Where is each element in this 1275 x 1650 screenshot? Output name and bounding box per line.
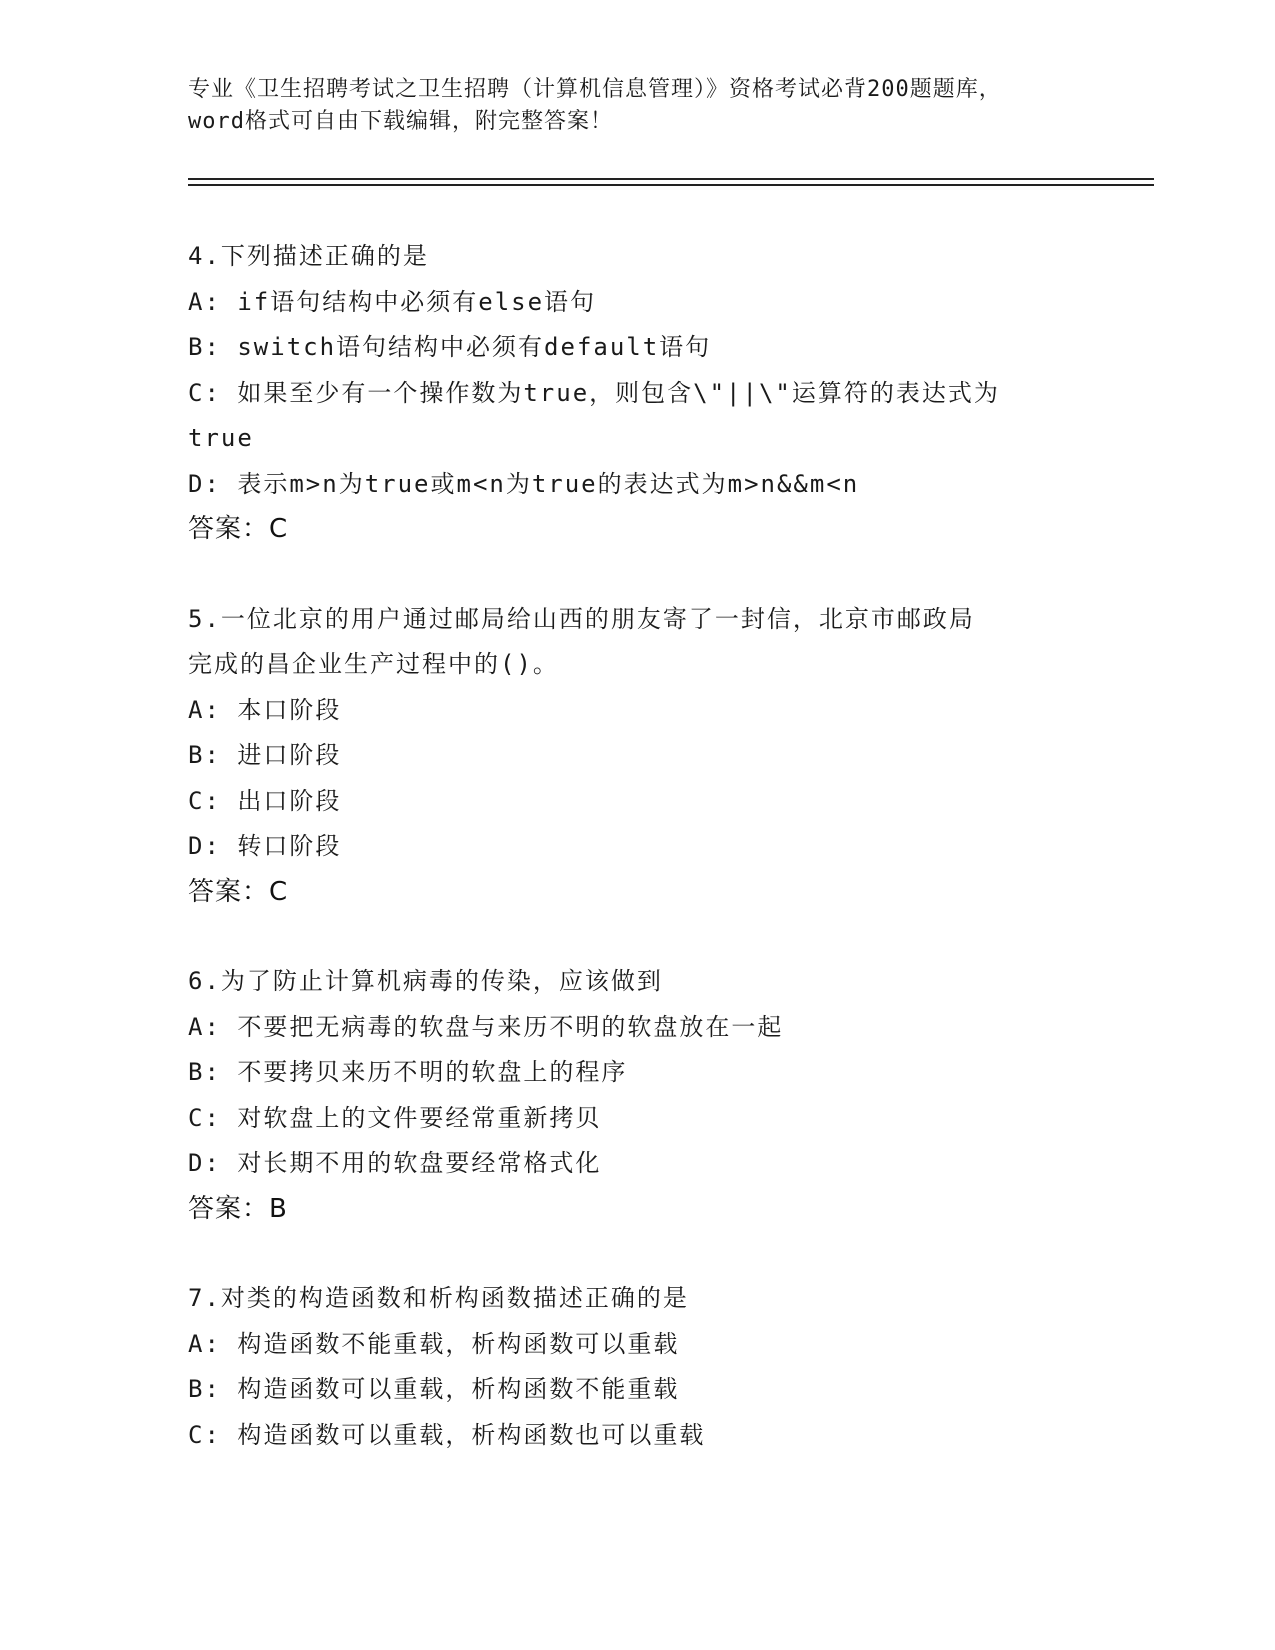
option-c: C: 出口阶段 [188,786,342,815]
answer-label: 答案：C [188,514,289,544]
header-divider-bottom [188,184,1154,186]
option-a: A: 本口阶段 [188,695,342,724]
option-b: B: 不要拷贝来历不明的软盘上的程序 [188,1058,628,1086]
option-c: C: 构造函数可以重载，析构函数也可以重载 [188,1420,706,1449]
option-b: B: 进口阶段 [188,741,342,769]
question-7 [188,1276,1088,1458]
header-divider-top [188,178,1154,180]
option-d: D: 对长期不用的软盘要经常格式化 [188,1149,602,1177]
question-stem: 5.一位北京的用户通过邮局给山西的朋友寄了一封信，北京市邮政局 [188,604,975,633]
option-b: B: switch语句结构中必须有default语句 [188,333,712,361]
question-stem: 7.对类的构造函数和析构函数描述正确的是 [188,1284,689,1312]
answer-label: 答案：C [188,876,289,907]
question-4 [188,234,1088,553]
option-d: D: 转口阶段 [188,832,342,860]
option-a: A: 构造函数不能重载，析构函数可以重载 [188,1329,680,1358]
question-6 [188,959,1088,1232]
header-line-2: word格式可自由下载编辑，附完整答案！ [188,109,613,134]
header-line-1: 专业《卫生招聘考试之卫生招聘（计算机信息管理）》资格考试必背200题题库， [188,77,1002,102]
answer-label: 答案：B [188,1193,288,1224]
question-list [188,234,1088,1502]
option-d: D: 表示m>n为true或m<n为true的表达式为m>n&&m<n [188,469,860,498]
option-a: A: 不要把无病毒的软盘与来历不明的软盘放在一起 [188,1012,784,1041]
question-stem: 4.下列描述正确的是 [188,242,429,270]
option-b: B: 构造函数可以重载，析构函数不能重载 [188,1375,680,1403]
option-c: C: 对软盘上的文件要经常重新拷贝 [188,1103,602,1132]
question-stem-continuation: 完成的昌企业生产过程中的()。 [188,650,559,678]
option-c: C: 如果至少有一个操作数为true，则包含\"||\"运算符的表达式为 [188,378,1000,407]
question-stem: 6.为了防止计算机病毒的传染，应该做到 [188,967,663,995]
option-c-continuation: true [188,424,254,452]
question-5 [188,597,1088,916]
option-a: A: if语句结构中必须有else语句 [188,287,597,316]
document-header [188,74,1088,138]
